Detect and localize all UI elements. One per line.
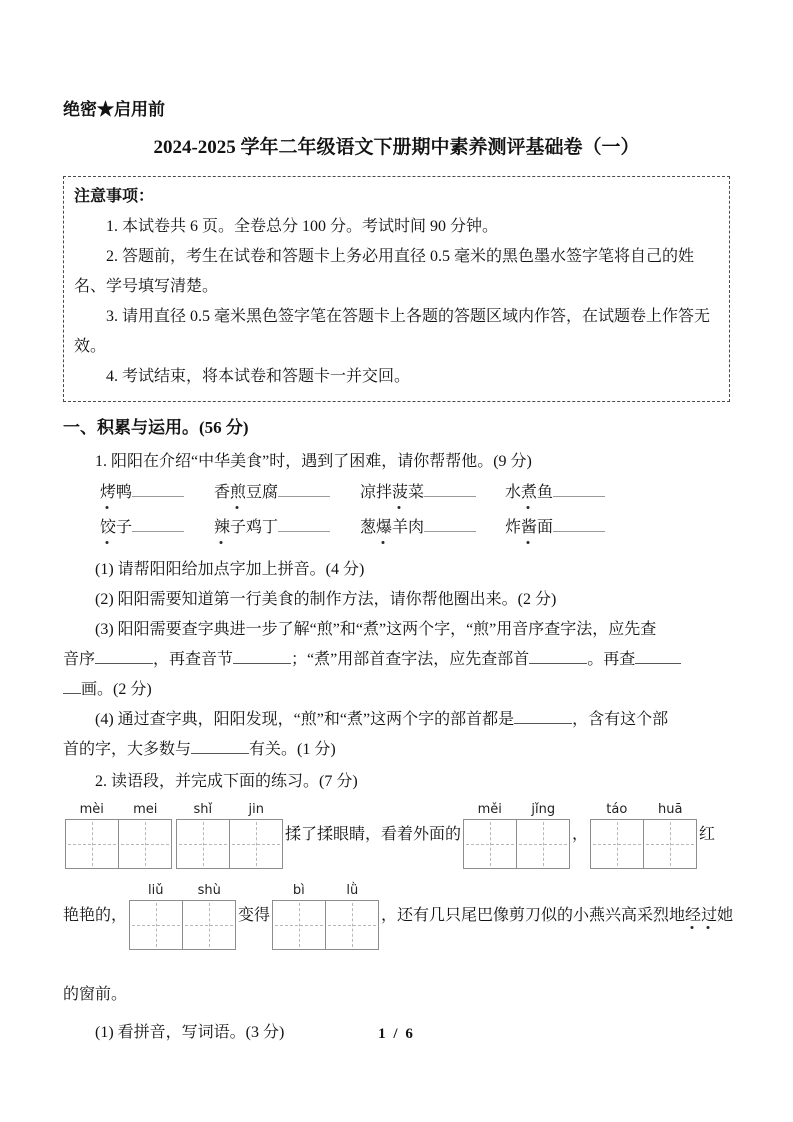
pinyin-writing-grid bbox=[272, 883, 379, 950]
notice-box bbox=[63, 176, 730, 402]
writing-cell bbox=[273, 901, 325, 949]
q1-sub-1: (1) 请帮阳阳给加点字加上拼音。(4 分) bbox=[95, 561, 365, 578]
notice-item-2: 2. 答题前，考生在试卷和答题卡上务必用直径 0.5 毫米的黑色墨水签字笔将自己的姓名、学号填写清楚。 bbox=[74, 248, 695, 295]
notice-heading: 注意事项： bbox=[74, 188, 155, 205]
writing-cell bbox=[182, 901, 235, 949]
notice-item-1: 1. 本试卷共 6 页。全卷总分 100 分。考试时间 90 分钟。 bbox=[106, 218, 499, 235]
q1-sub-4-line-2: 首的字，大多数与 有关。(1 分) bbox=[63, 741, 336, 758]
q1-sub-3-line-2: 音序 ，再查音节 ；“煮”用部首查字法，应先查部首 。再查 bbox=[63, 645, 730, 675]
q2-passage-line-3: 的窗前。 bbox=[63, 986, 128, 1003]
q2-passage-line-1: mèi mei shǐ jin 揉了揉眼睛，看着外面的 měi jǐng ， táo huā 红 bbox=[63, 802, 730, 869]
answer-blank bbox=[635, 649, 681, 664]
dotted-char: 经 bbox=[685, 902, 701, 925]
pinyin-label: shù bbox=[197, 883, 221, 898]
answer-blank bbox=[529, 649, 587, 664]
food-word-row-1 bbox=[100, 481, 730, 512]
answer-blank bbox=[553, 517, 605, 532]
food-item: 饺子 bbox=[100, 516, 214, 540]
answer-blank bbox=[63, 679, 81, 694]
pinyin-label: huā bbox=[658, 802, 683, 817]
pinyin-label: jin bbox=[248, 802, 264, 817]
pinyin-label: táo bbox=[606, 802, 628, 817]
pinyin-label: shǐ bbox=[193, 802, 213, 817]
writing-cell bbox=[66, 820, 118, 868]
pinyin-label: mèi bbox=[79, 802, 104, 817]
answer-blank bbox=[424, 482, 476, 497]
notice-item-3: 3. 请用直径 0.5 毫米黑色签字笔在答题卡上各题的答题区域内作答，在试题卷上作答无效。 bbox=[74, 308, 711, 355]
q2-passage-line-2: 艳艳的， liǔ shù 变得 bì lǜ ，还有几只尾巴像剪刀似的小燕兴高采烈地经过她 bbox=[63, 883, 730, 950]
security-label: 绝密★启用前 bbox=[63, 100, 165, 119]
writing-cell bbox=[229, 820, 282, 868]
notice-item-4: 4. 考试结束，将本试卷和答题卡一并交回。 bbox=[106, 368, 411, 385]
answer-blank bbox=[132, 482, 184, 497]
section-1-heading: 一、积累与运用。(56 分) bbox=[63, 418, 249, 437]
answer-blank bbox=[95, 649, 153, 664]
pinyin-label: liǔ bbox=[148, 883, 164, 898]
dotted-char: 烤 bbox=[100, 481, 116, 505]
writing-cell bbox=[118, 820, 171, 868]
dotted-char: 酱 bbox=[521, 516, 537, 540]
dotted-char: 辣 bbox=[214, 516, 230, 540]
answer-blank bbox=[514, 709, 572, 724]
food-item: 辣子鸡丁 bbox=[214, 516, 360, 540]
q1-sub-4-line-1: (4) 通过查字典，阳阳发现，“煎”和“煮”这两个字的部首都是 ，含有这个部 bbox=[95, 711, 669, 728]
answer-blank bbox=[278, 482, 330, 497]
answer-blank bbox=[233, 649, 291, 664]
food-word-row-2 bbox=[100, 516, 730, 547]
answer-blank bbox=[278, 517, 330, 532]
question-1-subquestions bbox=[63, 555, 730, 765]
answer-blank bbox=[424, 517, 476, 532]
food-item: 葱爆羊肉 bbox=[360, 516, 505, 540]
pinyin-label: jǐng bbox=[531, 802, 556, 817]
writing-cell bbox=[591, 820, 643, 868]
page-number: 1 / 6 bbox=[378, 1026, 415, 1042]
answer-blank bbox=[191, 739, 249, 754]
pinyin-writing-grid bbox=[590, 802, 697, 869]
writing-cell bbox=[643, 820, 696, 868]
answer-blank bbox=[553, 482, 605, 497]
question-1-stem: 1. 阳阳在介绍“中华美食”时，遇到了困难，请你帮帮他。(9 分) bbox=[95, 453, 532, 470]
dotted-char: 过 bbox=[701, 902, 717, 925]
pinyin-label: lǜ bbox=[346, 883, 359, 898]
dotted-char: 煎 bbox=[230, 481, 246, 505]
dotted-char: 饺 bbox=[100, 516, 116, 540]
writing-cell bbox=[516, 820, 569, 868]
question-2-stem: 2. 读语段，并完成下面的练习。(7 分) bbox=[95, 773, 358, 790]
pinyin-writing-grid bbox=[463, 802, 570, 869]
dotted-char: 爆 bbox=[376, 516, 392, 540]
writing-cell bbox=[130, 901, 182, 949]
answer-blank bbox=[132, 517, 184, 532]
q1-sub-3-line-1: (3) 阳阳需要查字典进一步了解“煎”和“煮”这两个字，“煎”用音序查字法，应先查 bbox=[95, 621, 657, 638]
writing-cell bbox=[464, 820, 516, 868]
food-item: 凉拌菠菜 bbox=[360, 481, 505, 505]
pinyin-label: bì bbox=[292, 883, 305, 898]
pinyin-writing-grid bbox=[176, 802, 283, 869]
dotted-char: 菠 bbox=[392, 481, 408, 505]
q1-sub-2: (2) 阳阳需要知道第一行美食的制作方法，请你帮他圈出来。(2 分) bbox=[95, 591, 557, 608]
food-item: 香煎豆腐 bbox=[214, 481, 360, 505]
pinyin-writing-grid bbox=[65, 802, 172, 869]
q2-sub-1: (1) 看拼音，写词语。(3 分) bbox=[95, 1024, 285, 1041]
writing-cell bbox=[325, 901, 378, 949]
writing-cell bbox=[177, 820, 229, 868]
pinyin-writing-grid bbox=[129, 883, 236, 950]
food-item: 烤鸭 bbox=[100, 481, 214, 505]
q1-sub-3-line-3: 画。(2 分) bbox=[63, 675, 730, 705]
food-item: 水煮鱼 bbox=[505, 481, 730, 505]
page-title: 2024-2025 学年二年级语文下册期中素养测评基础卷（一） bbox=[153, 137, 640, 158]
pinyin-label: mei bbox=[133, 802, 158, 817]
dotted-char: 煮 bbox=[521, 481, 537, 505]
pinyin-label: měi bbox=[477, 802, 502, 817]
food-item: 炸酱面 bbox=[505, 516, 730, 540]
